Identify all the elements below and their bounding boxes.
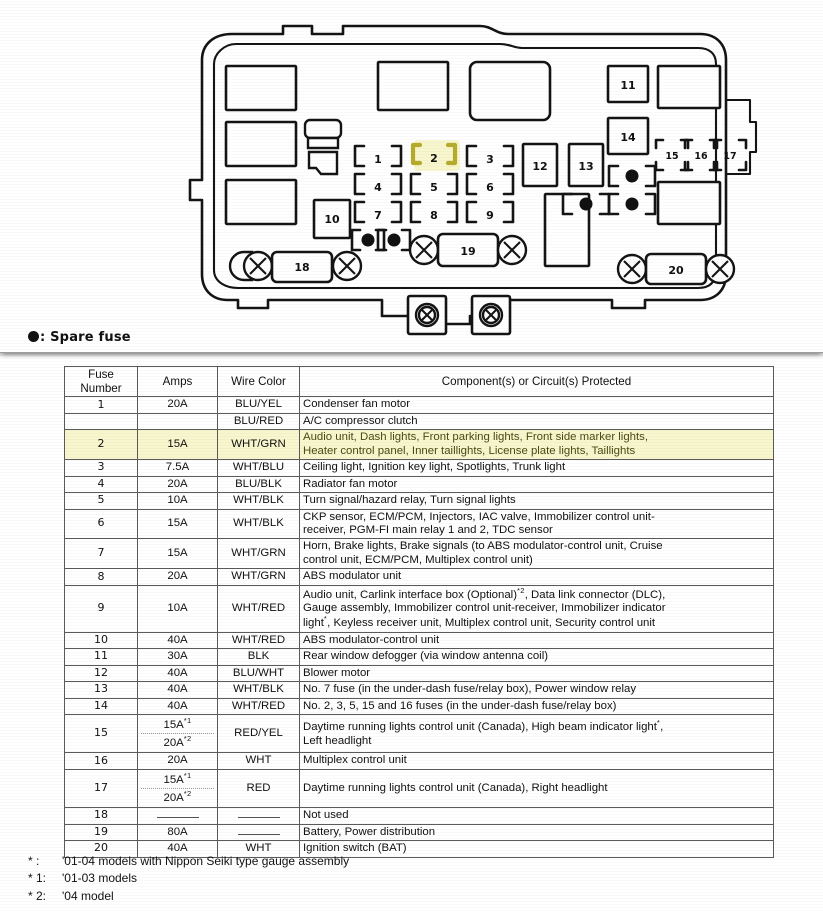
cell-wire-color: BLU/WHT: [218, 665, 300, 681]
fuse-socket-15: [656, 140, 688, 170]
svg-text:19: 19: [460, 245, 476, 258]
cell-fuse-number: 17: [65, 769, 138, 807]
cell-amps: 15A: [138, 509, 218, 539]
svg-text:10: 10: [324, 213, 340, 226]
cell-fuse-number: 16: [65, 753, 138, 769]
cell-amps: 20A: [138, 569, 218, 585]
cell-wire-color: BLU/YEL: [218, 397, 300, 413]
cell-amps: 7.5A: [138, 460, 218, 476]
cell-component: Radiator fan motor: [300, 476, 774, 492]
fuse-socket-20: [618, 254, 734, 284]
svg-text:11: 11: [620, 79, 636, 92]
footnote-line: [28, 888, 349, 905]
spare-fuse-socket-c: [609, 166, 655, 186]
cell-amps: [138, 808, 218, 824]
fuse-box-illustration: [0, 4, 823, 352]
cell-component: A/C compressor clutch: [300, 413, 774, 429]
footnote-marker: * 1:: [28, 871, 47, 886]
cell-wire-color: WHT/GRN: [218, 569, 300, 585]
cell-wire-color: WHT/BLK: [218, 493, 300, 509]
cell-wire-color: RED: [218, 769, 300, 807]
svg-text:20: 20: [668, 264, 684, 277]
table-row: [65, 698, 774, 714]
svg-text:2: 2: [430, 152, 438, 165]
fuse-socket-13: [569, 144, 603, 186]
table-row: [65, 824, 774, 840]
cell-fuse-number: 14: [65, 698, 138, 714]
fuse-socket-6: [467, 174, 513, 194]
svg-text:12: 12: [532, 160, 548, 173]
cell-wire-color: WHT/BLU: [218, 460, 300, 476]
svg-text:14: 14: [620, 131, 636, 144]
fuse-socket-7: [355, 202, 401, 222]
header-component: Component(s) or Circuit(s) Protected: [300, 367, 774, 397]
table-row: [65, 430, 774, 460]
table-row: [65, 476, 774, 492]
cell-amps: 15A$^{*1}$ 20A$^{*2}$: [138, 715, 218, 753]
cell-amps: 40A: [138, 632, 218, 648]
cell-wire-color: [218, 824, 300, 840]
table-row: [65, 665, 774, 681]
cell-fuse-number: 13: [65, 682, 138, 698]
header-fuse-number: [65, 367, 138, 397]
fuse-socket-18: [230, 252, 361, 282]
svg-text:15: 15: [665, 151, 679, 162]
table-row: [65, 585, 774, 632]
fuse-socket-10: [314, 200, 350, 238]
cell-wire-color: WHT/GRN: [218, 539, 300, 569]
cell-component: No. 7 fuse (in the under-dash fuse/relay box), Power window relay: [300, 682, 774, 698]
cell-wire-color: WHT/RED: [218, 585, 300, 632]
cell-fuse-number: 7: [65, 539, 138, 569]
cell-component: Audio unit, Dash lights, Front parking lights, Front side marker lights, Heater control panel, Inner taillights, License plate lights, Taillights: [300, 430, 774, 460]
cell-component: Audio unit, Carlink interface box (Optional)$^{*2}$, Data link connector (DLC), Gauge assembly, Immobilizer control unit-receiver, Immobilizer indicator light*, Keyless receiver unit, Multiplex control unit, Security control unit: [300, 585, 774, 632]
svg-text:18: 18: [294, 261, 310, 274]
cell-wire-color: WHT/RED: [218, 698, 300, 714]
svg-text:4: 4: [374, 181, 382, 194]
cell-amps: 20A: [138, 397, 218, 413]
table-row: [65, 715, 774, 753]
table-row: [65, 682, 774, 698]
cell-amps: 15A: [138, 430, 218, 460]
cell-component: Not used: [300, 808, 774, 824]
table-header-row: [65, 367, 774, 397]
cell-amps: 10A: [138, 493, 218, 509]
cell-amps: 20A: [138, 476, 218, 492]
fuse-box-svg: [0, 4, 823, 352]
cell-wire-color: WHT/BLK: [218, 682, 300, 698]
cell-fuse-number: 1: [65, 397, 138, 413]
svg-text:17: 17: [723, 151, 737, 162]
svg-text:16: 16: [694, 151, 708, 162]
fuse-socket-2: [413, 140, 460, 171]
svg-text:5: 5: [430, 181, 438, 194]
footnote-marker: * 2:: [28, 888, 47, 903]
table-row: [65, 769, 774, 807]
cell-wire-color: RED/YEL: [218, 715, 300, 753]
spare-fuse-legend-label: : Spare fuse: [40, 330, 131, 345]
cell-fuse-number: 12: [65, 665, 138, 681]
fuse-socket-14: [608, 118, 648, 154]
fuse-socket-5: [411, 174, 457, 194]
spare-fuse-legend: [28, 330, 131, 345]
cell-component: Ignition switch (BAT): [300, 841, 774, 857]
fuse-socket-11: [608, 66, 648, 102]
cell-wire-color: WHT/GRN: [218, 430, 300, 460]
spare-fuse-dot-icon: [28, 331, 39, 342]
cell-wire-color: WHT/BLK: [218, 509, 300, 539]
fuse-socket-8: [411, 202, 457, 222]
table-row: [65, 493, 774, 509]
cell-fuse-number: 6: [65, 509, 138, 539]
cell-fuse-number: 18: [65, 808, 138, 824]
header-fuse-line1: Fuse: [88, 368, 114, 381]
cell-fuse-number: 20: [65, 841, 138, 857]
svg-text:8: 8: [430, 209, 438, 222]
fuse-legend-table: [64, 366, 774, 858]
fuse-socket-16: [685, 140, 717, 170]
cell-fuse-number: 10: [65, 632, 138, 648]
cell-amps: 10A: [138, 585, 218, 632]
svg-text:13: 13: [578, 160, 594, 173]
fuse-socket-3: [467, 146, 513, 166]
cell-component: Daytime running lights control unit (Canada), Right headlight: [300, 769, 774, 807]
cell-amps: 40A: [138, 665, 218, 681]
fuse-table-body: [65, 397, 774, 857]
cell-component: Condenser fan motor: [300, 397, 774, 413]
footnote-text: '01-04 models with Nippon Seiki type gauge assembly: [62, 854, 350, 868]
cell-component: Rear window defogger (via window antenna coil): [300, 649, 774, 665]
cell-component: ABS modulator unit: [300, 569, 774, 585]
table-row: [65, 808, 774, 824]
table-row: [65, 632, 774, 648]
fuse-socket-19: [410, 234, 526, 266]
cell-amps: 15A$^{*1}$ 20A$^{*2}$: [138, 769, 218, 807]
cell-wire-color: BLU/RED: [218, 413, 300, 429]
table-row: [65, 397, 774, 413]
svg-text:6: 6: [486, 181, 494, 194]
fuse-socket-1: [355, 146, 401, 166]
cell-wire-color: WHT: [218, 841, 300, 857]
cell-component: Battery, Power distribution: [300, 824, 774, 840]
cell-amps: 15A: [138, 539, 218, 569]
fuse-socket-12: [523, 144, 557, 186]
table-row: [65, 649, 774, 665]
cell-fuse-number: 11: [65, 649, 138, 665]
cell-wire-color: [218, 808, 300, 824]
table-row: [65, 460, 774, 476]
cell-component: CKP sensor, ECM/PCM, Injectors, IAC valve, Immobilizer control unit- receiver, PGM-FI main relay 1 and 2, TDC sensor: [300, 509, 774, 539]
cell-amps: 40A: [138, 841, 218, 857]
table-row: [65, 539, 774, 569]
footnote-line: [28, 853, 349, 870]
fuse-socket-9: [467, 202, 513, 222]
cell-fuse-number: 8: [65, 569, 138, 585]
cell-amps: 80A: [138, 824, 218, 840]
table-row: [65, 413, 774, 429]
cell-component: No. 2, 3, 5, 15 and 16 fuses (in the under-dash fuse/relay box): [300, 698, 774, 714]
cell-component: Horn, Brake lights, Brake signals (to ABS modulator-control unit, Cruise control unit, ECM/PCM, Multiplex control unit): [300, 539, 774, 569]
cell-wire-color: WHT: [218, 753, 300, 769]
svg-text:7: 7: [374, 209, 382, 222]
spare-fuse-socket-e: [609, 194, 655, 214]
table-row: [65, 509, 774, 539]
svg-text:1: 1: [374, 153, 382, 166]
cell-amps: 20A: [138, 753, 218, 769]
table-row: [65, 569, 774, 585]
fuse-socket-4: [355, 174, 401, 194]
cell-component: Ceiling light, Ignition key light, Spotlights, Trunk light: [300, 460, 774, 476]
footnote-marker: * :: [28, 854, 40, 868]
cell-fuse-number: [65, 413, 138, 429]
cell-fuse-number: 9: [65, 585, 138, 632]
cell-amps: 40A: [138, 682, 218, 698]
svg-text:3: 3: [486, 153, 494, 166]
header-amps: Amps: [138, 367, 218, 397]
cell-fuse-number: 4: [65, 476, 138, 492]
fuse-box-diagram-panel: [0, 4, 823, 353]
cell-wire-color: BLU/BLK: [218, 476, 300, 492]
cell-amps: 40A: [138, 698, 218, 714]
cell-component: ABS modulator-control unit: [300, 632, 774, 648]
cell-fuse-number: 2: [65, 430, 138, 460]
table-footnotes: [28, 853, 349, 905]
cell-fuse-number: 15: [65, 715, 138, 753]
cell-component: Blower motor: [300, 665, 774, 681]
cell-wire-color: BLK: [218, 649, 300, 665]
footnote-text: '04 model: [62, 888, 114, 903]
cell-wire-color: WHT/RED: [218, 632, 300, 648]
fuse-legend-table-panel: [0, 360, 823, 911]
svg-text:9: 9: [486, 209, 494, 222]
cell-fuse-number: 5: [65, 493, 138, 509]
fuse-socket-17: [714, 140, 746, 170]
cell-component: Daytime running lights control unit (Canada), High beam indicator light*, Left headlight: [300, 715, 774, 753]
header-fuse-line2: Number: [80, 381, 122, 395]
cell-component: Multiplex control unit: [300, 753, 774, 769]
footnote-line: [28, 870, 349, 887]
cell-amps: [138, 413, 218, 429]
cell-amps: 30A: [138, 649, 218, 665]
cell-fuse-number: 3: [65, 460, 138, 476]
fuse-socket-group-1-9: [355, 140, 513, 222]
header-wire-color: Wire Color: [218, 367, 300, 397]
footnote-text: '01-03 models: [62, 871, 137, 886]
cell-component: Turn signal/hazard relay, Turn signal lights: [300, 493, 774, 509]
table-row: [65, 753, 774, 769]
cell-fuse-number: 19: [65, 824, 138, 840]
